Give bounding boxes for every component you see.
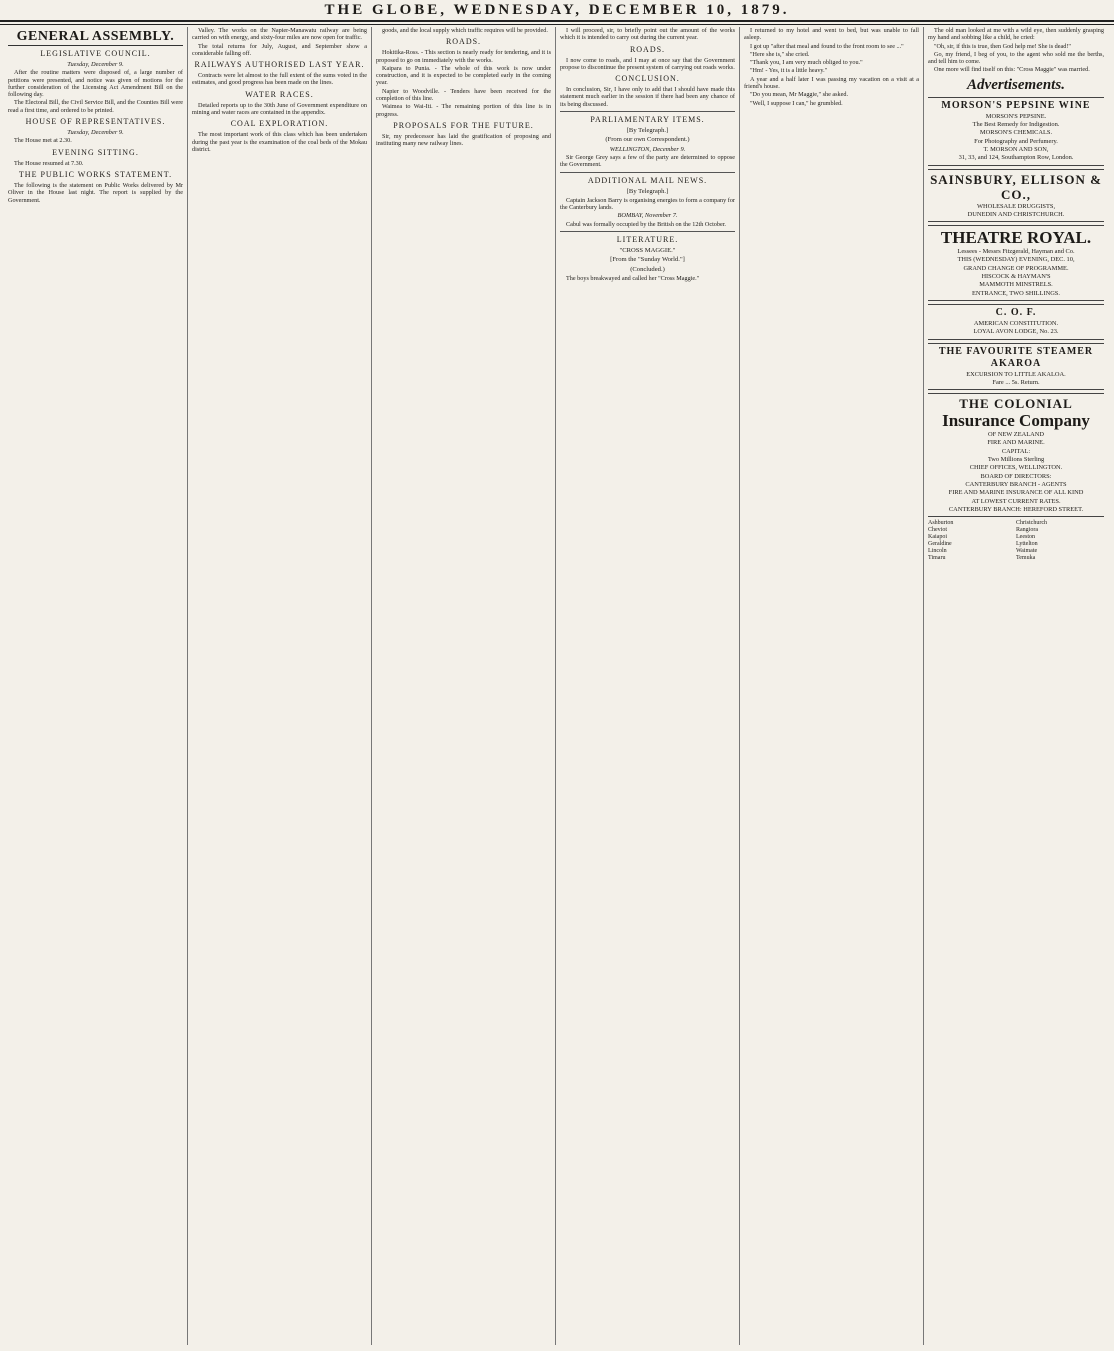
article-paragraph: The boys breakwayed and called her "Cross Maggie." <box>566 274 700 282</box>
date-line: BOMBAY, November 7. <box>617 212 678 220</box>
ad-title: C. O. F. <box>995 306 1037 318</box>
article-paragraph: Captain Jackson Barry is organising energies to form a company for the Canterbury lands. <box>560 196 735 212</box>
agents-list <box>928 520 1104 562</box>
article-paragraph: Valley. The works on the Napier-Manawatu railway are being carried on with energy, and sixty-four miles are now open for traffic. <box>192 27 367 42</box>
column-1 <box>4 27 188 1345</box>
agent-town: Geraldine <box>928 541 952 548</box>
advertisement <box>928 343 1104 391</box>
ad-line: Fare ... 5s. Return. <box>992 378 1040 386</box>
sub-heading: CONCLUSION. <box>615 74 680 84</box>
article-paragraph: "Thank you, I am very much obliged to you." <box>750 59 863 67</box>
date-line: WELLINGTON, December 9. <box>609 145 686 153</box>
sub-heading: HOUSE OF REPRESENTATIVES. <box>25 117 166 127</box>
article-paragraph: The House resumed at 7.30. <box>14 159 84 167</box>
article-paragraph: I returned to my hotel and went to bed, but was unable to fall asleep. <box>744 27 919 42</box>
article-paragraph: "Do you mean, Mr Maggie," she asked. <box>750 91 849 99</box>
agent-town: Leeston <box>1016 534 1035 541</box>
masthead-rule <box>0 24 1114 25</box>
ad-heading: Advertisements. <box>967 76 1065 93</box>
sub-heading: THE PUBLIC WORKS STATEMENT. <box>18 169 173 179</box>
agent-town: Christchurch <box>1016 520 1047 527</box>
sub-heading: LITERATURE. <box>616 235 679 245</box>
ad-title: THE FAVOURITE STEAMER AKAROA <box>938 345 1094 369</box>
article-paragraph: Detailed reports up to the 30th June of Government expenditure on mining and water races are contained in the appendix. <box>192 101 367 117</box>
article-paragraph: Sir, my predecessor has laid the gratification of proposing and instituting many new railway lines. <box>376 132 551 148</box>
article-paragraph: "Hm! - Yes, it is a little heavy." <box>750 67 828 75</box>
ad-line: For Photography and Perfumery. <box>974 137 1058 145</box>
article-paragraph: The following is the statement on Public Works delivered by Mr Oliver in the House last night. The report is supplied by the Government. <box>8 181 183 204</box>
ad-line: HISCOCK & HAYMAN'S <box>981 273 1051 281</box>
article-paragraph: Hokitika-Ross. - This section is nearly ready for tendering, and it is proposed to go on immediately with the works. <box>376 49 551 64</box>
agent-town: Waimate <box>1016 548 1038 555</box>
newspaper-masthead <box>0 0 1114 22</box>
article-paragraph: Napier to Woodville. - Tenders have been received for the completion of this line. <box>376 87 551 103</box>
agent-town: Kaiapoi <box>928 534 947 541</box>
agent-town: Temuka <box>1016 555 1036 562</box>
big-heading: GENERAL ASSEMBLY. <box>8 29 183 46</box>
center-small: "CROSS MAGGIE." <box>619 247 676 255</box>
advertisement <box>928 304 1104 340</box>
ad-line: WHOLESALE DRUGGISTS, <box>976 202 1056 210</box>
center-small: (Concluded.) <box>630 265 665 273</box>
ad-line: LOYAL AVON LODGE, No. 23. <box>973 328 1059 336</box>
article-paragraph: Waimea to Wai-Iti. - The remaining portion of this line is in progress. <box>376 103 551 118</box>
ad-heading: THE COLONIAL <box>959 396 1073 412</box>
article-paragraph: I now come to roads, and I may at once say that the Government propose to discontinue the present system of carrying out roads works. <box>560 56 735 71</box>
ad-line: AT LOWEST CURRENT RATES. <box>971 497 1061 505</box>
article-paragraph: Sir George Grey says a few of the party are determined to oppose the Government. <box>560 153 735 169</box>
date-line: Tuesday, December 9. <box>67 61 124 68</box>
article-paragraph: The Electoral Bill, the Civil Service Bill, and the Counties Bill were read a first time, and ordered to be printed. <box>8 99 183 114</box>
agent-town: Lincoln <box>928 548 947 555</box>
center-small: (From our own Correspondent.) <box>605 136 690 144</box>
section-rule <box>560 111 735 112</box>
ad-line: FIRE AND MARINE INSURANCE OF ALL KIND <box>948 489 1084 497</box>
article-paragraph: One more will find itself on this: "Cross Maggie" was married. <box>934 66 1090 74</box>
sub-heading: ROADS. <box>629 44 666 54</box>
article-paragraph: Cabul was formally occupied by the British on the 12th October. <box>566 220 726 228</box>
sub-heading: ROADS. <box>445 37 482 47</box>
column-5 <box>740 27 924 1345</box>
article-paragraph: goods, and the local supply which traffic requires will be provided. <box>382 27 548 34</box>
ad-display-heading: THEATRE ROYAL. <box>940 228 1092 248</box>
article-paragraph: I will proceed, sir, to briefly point out the amount of the works which it is intended to carry out during the current year. <box>560 27 735 42</box>
ad-line: OF NEW ZEALAND <box>988 431 1044 439</box>
ad-line: ENTRANCE, TWO SHILLINGS. <box>972 289 1060 297</box>
ad-line: DUNEDIN AND CHRISTCHURCH. <box>967 210 1065 218</box>
ad-line: FIRE AND MARINE. <box>987 439 1045 447</box>
ad-line: CAPITAL: <box>1001 447 1031 455</box>
ad-line: EXCURSION TO LITTLE AKALOA. <box>966 370 1066 378</box>
article-paragraph: "Here she is," she cried. <box>750 50 810 58</box>
ad-line: 31, 33, and 124, Southampton Row, London. <box>958 154 1074 162</box>
sub-heading: RAILWAYS AUTHORISED LAST YEAR. <box>194 60 365 70</box>
article-paragraph: A year and a half later I was passing my vacation on a visit at a friend's house. <box>744 75 919 91</box>
ad-line: Lessees - Messrs Fitzgerald, Hayman and Co. <box>957 248 1075 256</box>
sub-heading: ADDITIONAL MAIL NEWS. <box>587 175 708 185</box>
section-rule <box>560 172 735 173</box>
ad-line: AMERICAN CONSTITUTION. <box>973 319 1059 327</box>
ad-line: BOARD OF DIRECTORS: <box>980 472 1052 480</box>
column-6 <box>924 27 1108 1345</box>
ad-line: MAMMOTH MINSTRELS. <box>979 281 1053 289</box>
ad-display-heading: Insurance Company <box>942 411 1090 431</box>
ad-line: THIS (WEDNESDAY) EVENING, DEC. 10, <box>957 256 1075 264</box>
agent-town: Cheviot <box>928 527 947 534</box>
masthead-title: THE GLOBE, WEDNESDAY, DECEMBER 10, 1879. <box>324 2 790 18</box>
article-paragraph: In conclusion, Sir, I have only to add that I should have made this statement much earlier in the session if there had been any chance of its being discussed. <box>560 86 735 108</box>
ad-line: T. MORSON AND SON, <box>983 145 1049 153</box>
date-line: Tuesday, December 9. <box>67 129 124 137</box>
column-2 <box>188 27 372 1345</box>
ad-line: The Best Remedy for Indigestion. <box>972 121 1060 129</box>
article-paragraph: Kaipara to Punia. - The whole of this work is now under construction, and it is expected to be completed early in the coming year. <box>376 64 551 87</box>
advertisement <box>928 169 1104 223</box>
article-paragraph: The total returns for July, August, and September show a considerable falling off. <box>192 42 367 57</box>
article-paragraph: The old man looked at me with a wild eye, then suddenly grasping my hand and sobbing like a child, he cried: <box>928 27 1104 42</box>
article-paragraph: "Well, I suppose I can," he grumbled. <box>750 99 843 107</box>
sub-heading: WATER RACES. <box>245 89 314 99</box>
sub-heading: LEGISLATIVE COUNCIL. <box>40 49 151 58</box>
ad-line: CANTERBURY BRANCH - AGENTS <box>965 480 1067 488</box>
ad-line: MORSON'S PEPSINE. <box>985 112 1047 120</box>
article-paragraph: The House met at 2.30. <box>14 137 72 145</box>
ad-line: GRAND CHANGE OF PROGRAMME. <box>963 264 1069 272</box>
article-paragraph: Go, my friend, I beg of you, to the agent who sold me the berths, and tell him to come. <box>928 50 1104 66</box>
ad-title: MORSON'S PEPSINE WINE <box>941 99 1091 111</box>
agent-town: Rangiora <box>1016 527 1038 534</box>
center-small: [By Telegraph.] <box>626 187 669 195</box>
agent-town: Ashburton <box>928 520 954 527</box>
column-4 <box>556 27 740 1345</box>
ad-line: Two Millions Sterling <box>987 456 1045 464</box>
advertisement <box>928 97 1104 166</box>
ad-line: MORSON'S CHEMICALS. <box>979 129 1053 137</box>
center-small: [By Telegraph.] <box>626 127 669 135</box>
sub-heading: COAL EXPLORATION. <box>230 119 329 129</box>
article-paragraph: The most important work of this class which has been undertaken during the past year is the examination of the coal beds of the Mokau district. <box>192 131 367 153</box>
ad-heading: SAINSBURY, ELLISON & CO., <box>930 171 1102 202</box>
sub-heading: PROPOSALS FOR THE FUTURE. <box>393 120 534 130</box>
article-paragraph: After the routine matters were disposed of, a large number of petitions were presented, and notice was given of motions for the further consideration of the Licensing Act Amendment Bill on the following day. <box>8 69 183 99</box>
center-small: [From the "Sunday World."] <box>610 256 685 264</box>
agent-town: Timaru <box>928 555 946 562</box>
column-3 <box>372 27 556 1345</box>
section-rule <box>560 231 735 232</box>
advertisement <box>928 393 1104 517</box>
agent-town: Lyttelton <box>1016 541 1038 548</box>
article-paragraph: I got up "after that meal and found to the front room to see ..." <box>750 42 904 50</box>
advertisement <box>928 225 1104 301</box>
ad-line: CANTERBURY BRANCH: HEREFORD STREET. <box>948 505 1084 513</box>
article-paragraph: "Oh, sir, if this is true, then God help me! She is dead!" <box>934 42 1071 50</box>
ad-line: CHIEF OFFICES, WELLINGTON. <box>969 464 1063 472</box>
sub-heading: PARLIAMENTARY ITEMS. <box>590 115 705 125</box>
article-paragraph: Contracts were let almost to the full extent of the sums voted in the estimates, and good progress has been made on the lines. <box>192 72 367 87</box>
newspaper-columns <box>4 27 1110 1345</box>
sub-heading: EVENING SITTING. <box>52 147 139 157</box>
